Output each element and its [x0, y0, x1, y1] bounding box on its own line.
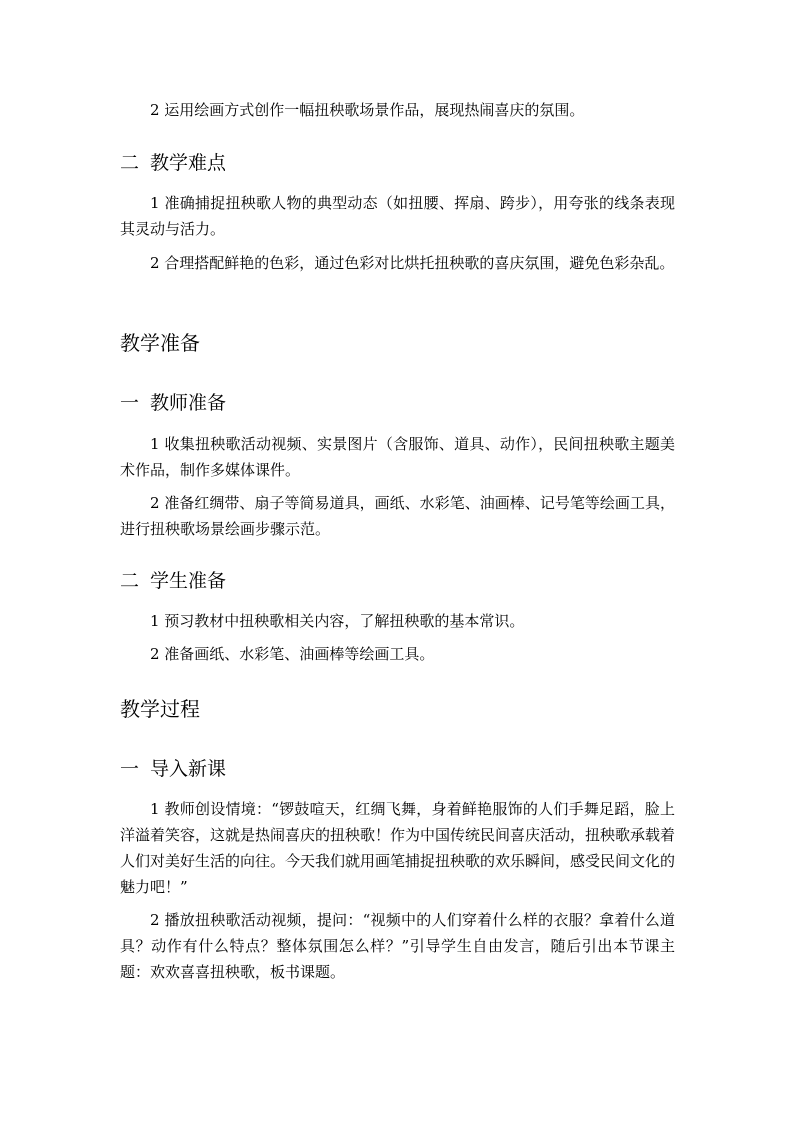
teacher-prep-paragraph-1: 1 收集扭秧歌活动视频、实景图片（含服饰、道具、动作），民间扭秧歌主题美术作品，制作多媒体课件。 — [120, 435, 675, 479]
heading-text: 教学难点 — [150, 152, 227, 174]
heading-text: 导入新课 — [150, 758, 227, 780]
teacher-prep-paragraph-2: 2 准备红绸带、扇子等简易道具，画纸、水彩笔、油画棒、记号笔等绘画工具，进行扭秧歌场景绘画步骤示范。 — [120, 494, 675, 538]
introduction-paragraph-2: 2 播放扭秧歌活动视频，提问：“视频中的人们穿着什么样的衣服？拿着什么道具？动作有什么特点？整体氛围怎么样？”引导学生自由发言，随后引出本节课主题：欢欢喜喜扭秧歌，板书课题。 — [120, 911, 675, 981]
heading-number: 二 — [120, 570, 140, 592]
student-prep-paragraph-2: 2 准备画纸、水彩笔、油画棒等绘画工具。 — [150, 645, 435, 663]
difficulty-paragraph-2: 2 合理搭配鲜艳的色彩，通过色彩对比烘托扭秧歌的喜庆氛围，避免色彩杂乱。 — [150, 254, 675, 272]
introduction-paragraph-1: 1 教师创设情境：“锣鼓喧天，红绸飞舞，身着鲜艳服饰的人们手舞足蹈，脸上洋溢着笑容，这就是热闹喜庆的扭秧歌！作为中国传统民间喜庆活动，扭秧歌承载着人们对美好生活的向往。今天我们就用画笔捕捉扭秧歌的欢乐瞬间，感受民间文化的魅力吧！” — [120, 800, 676, 896]
difficulty-paragraph-1: 1 准确捕捉扭秧歌人物的典型动态（如扭腰、挥扇、跨步），用夸张的线条表现其灵动与活力。 — [120, 194, 675, 238]
heading-number: 一 — [120, 392, 140, 414]
section-title-teaching-preparation: 教学准备 — [120, 331, 200, 355]
section-heading-teacher-preparation — [120, 389, 675, 417]
section-title-teaching-process: 教学过程 — [120, 697, 200, 721]
heading-text: 学生准备 — [150, 570, 227, 592]
section-heading-teaching-difficulties — [120, 149, 675, 177]
heading-number: 一 — [120, 758, 140, 780]
heading-text: 教师准备 — [150, 392, 227, 414]
heading-number: 二 — [120, 152, 140, 174]
objective-paragraph-2: 2 运用绘画方式创作一幅扭秧歌场景作品，展现热闹喜庆的氛围。 — [150, 101, 585, 119]
section-heading-student-preparation — [120, 567, 675, 595]
section-heading-introduction — [120, 755, 675, 783]
student-prep-paragraph-1: 1 预习教材中扭秧歌相关内容，了解扭秧歌的基本常识。 — [150, 612, 525, 630]
